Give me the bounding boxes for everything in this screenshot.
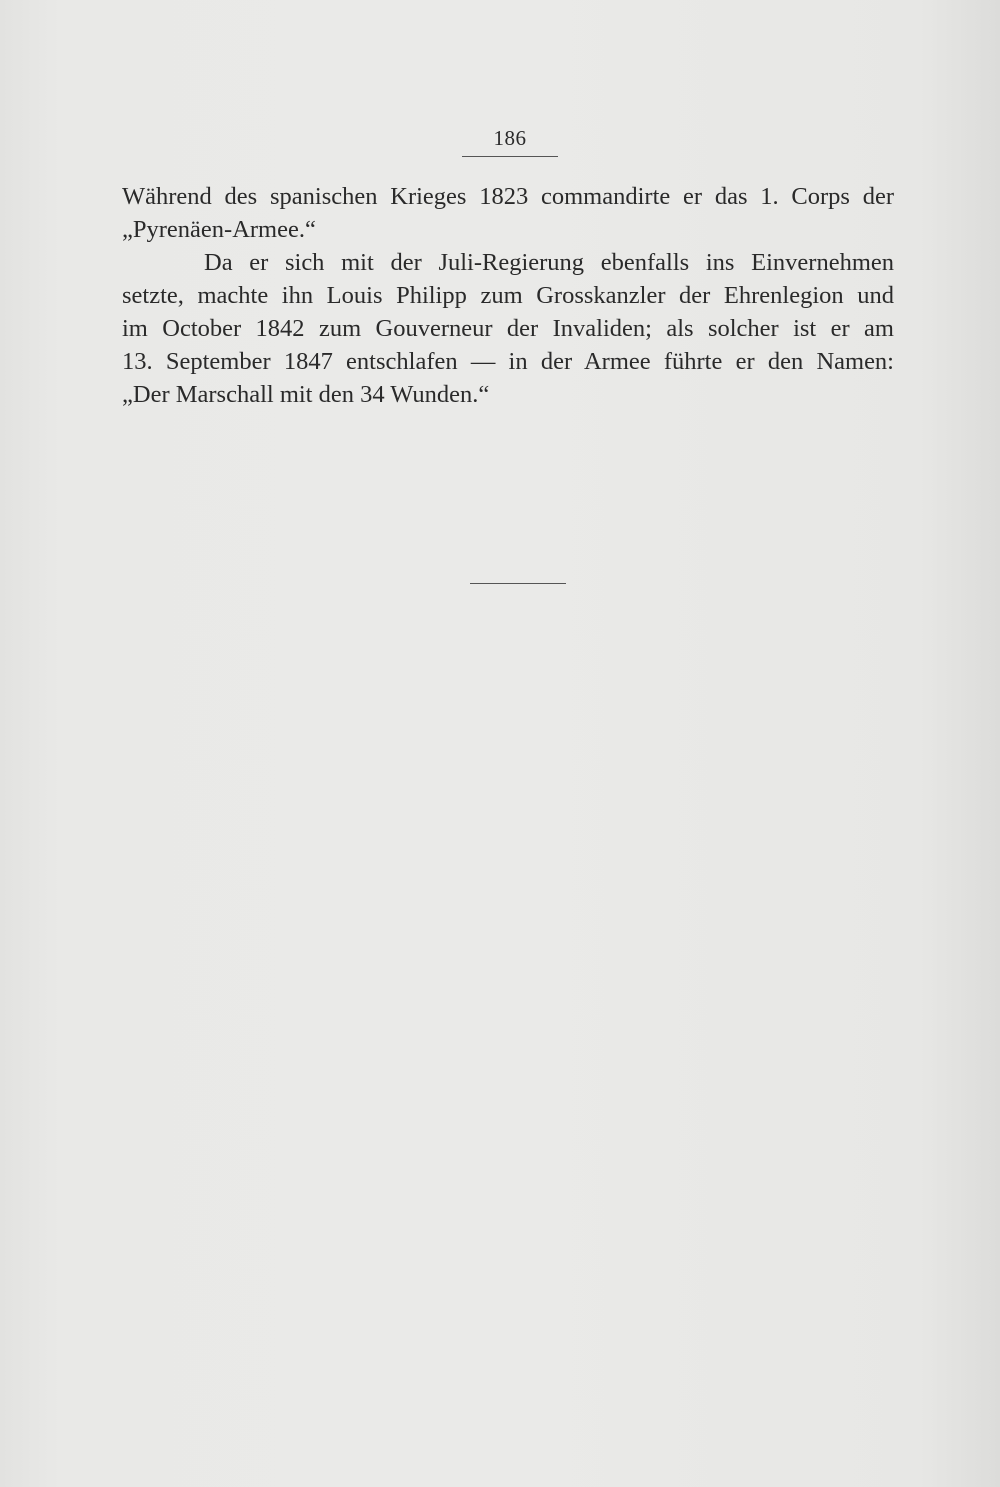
text-line: setzte, machte ihn Louis Philipp zum Grosskanzler der Ehrenlegion und (122, 282, 894, 309)
text-line: „Pyrenäen-Armee.“ (122, 216, 316, 243)
header-rule (462, 156, 558, 157)
text-line: Da er sich mit der Juli-Regierung ebenfalls ins Einvernehmen (204, 249, 894, 276)
body-text (122, 180, 894, 411)
text-line: Während des spanischen Krieges 1823 commandirte er das 1. Corps der (122, 183, 894, 210)
text-line: im October 1842 zum Gouverneur der Invaliden; als solcher ist er am (122, 315, 894, 342)
text-line: 13. September 1847 entschlafen — in der Armee führte er den Namen: (122, 348, 894, 375)
section-end-rule (470, 583, 566, 584)
page-number: 186 (493, 126, 527, 150)
text-line: „Der Marschall mit den 34 Wunden.“ (122, 381, 490, 408)
